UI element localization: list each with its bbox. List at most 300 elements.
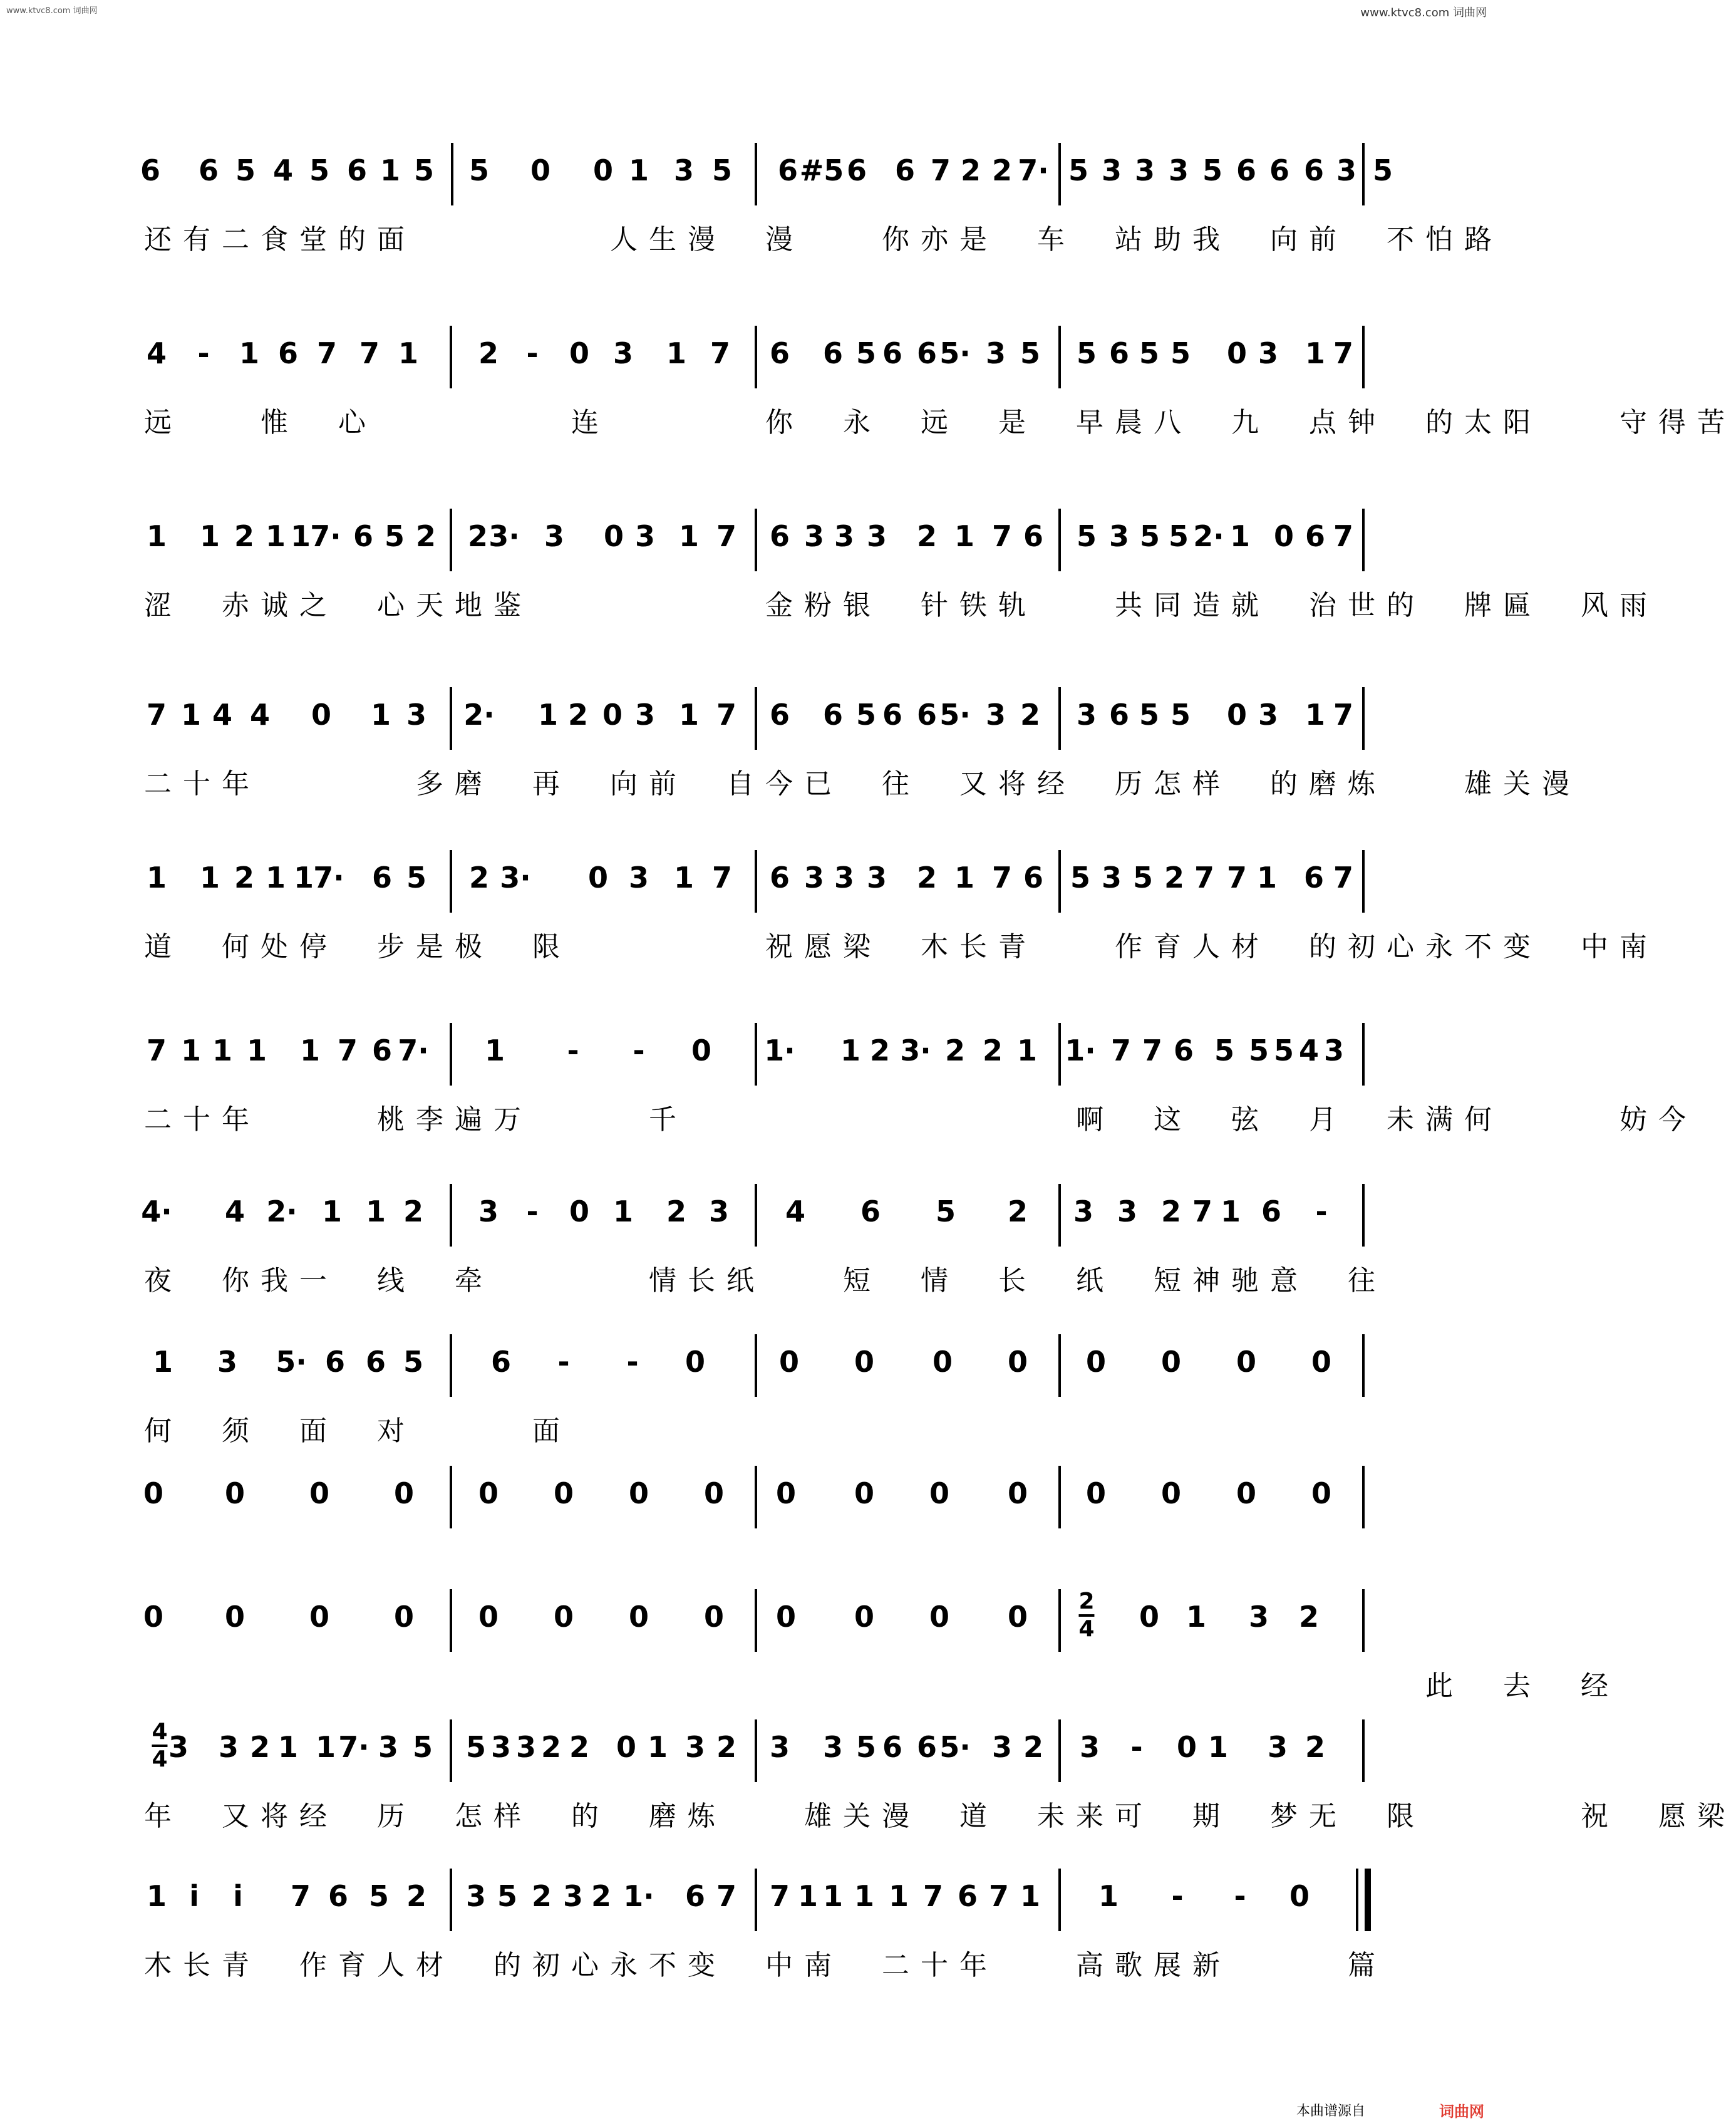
time-signature-top: 2 — [1078, 1589, 1095, 1614]
note: i — [189, 1879, 199, 1913]
note: 1 — [180, 698, 202, 732]
note: 0 — [628, 1476, 649, 1510]
barline — [755, 1719, 757, 1782]
note: 6 — [769, 698, 790, 732]
note: 0 — [1160, 1345, 1182, 1379]
note: 3 — [515, 1730, 537, 1764]
note: 2 — [1007, 1195, 1028, 1228]
note: 1 — [854, 1879, 875, 1913]
barline — [755, 1184, 757, 1247]
note: 3 — [803, 519, 825, 553]
barline — [1362, 850, 1365, 913]
note: 0 — [478, 1476, 499, 1510]
note: 3 — [1101, 153, 1122, 187]
notes-row — [0, 1184, 1503, 1247]
note: 6 — [198, 153, 219, 187]
note: 0 — [1007, 1476, 1028, 1510]
note: 3 — [866, 519, 887, 553]
note: 2 — [991, 153, 1013, 187]
note: - — [633, 1034, 645, 1067]
note: - — [1130, 1730, 1143, 1764]
note: 0 — [587, 861, 609, 894]
barline — [1362, 326, 1365, 388]
note: 1 — [888, 1879, 909, 1913]
note: 2 — [415, 519, 437, 553]
barline — [1058, 1023, 1061, 1086]
note: - — [526, 1195, 539, 1228]
note: 6 — [353, 519, 374, 553]
barline — [1058, 326, 1061, 388]
note: 0 — [628, 1600, 649, 1634]
note: 3 — [834, 861, 855, 894]
note: 7 — [337, 1034, 358, 1067]
note: 1 — [290, 519, 311, 553]
note: 0 — [309, 1600, 330, 1634]
note: 0 — [309, 1476, 330, 1510]
note: 1 — [1305, 698, 1326, 732]
note: 5· — [939, 336, 971, 370]
note: 5 — [855, 1730, 877, 1764]
note: 5 — [855, 336, 877, 370]
note: 5 — [1214, 1034, 1235, 1067]
note: 5 — [935, 1195, 956, 1228]
note: 1 — [678, 519, 700, 553]
note: 2 — [960, 153, 981, 187]
note: 3 — [673, 153, 695, 187]
note: 1 — [265, 519, 286, 553]
note: 2 — [403, 1195, 424, 1228]
note: 3 — [478, 1195, 499, 1228]
note: 2 — [234, 519, 255, 553]
note: 0 — [602, 698, 623, 732]
lyrics-line: 二十年 桃李遍万 千 啊 这 弦 月 未满何 妨今 — [144, 1104, 1697, 1136]
note: 1 — [1098, 1879, 1119, 1913]
note: 0 — [1236, 1345, 1257, 1379]
note: 6 — [371, 861, 393, 894]
note: 3 — [1073, 1195, 1094, 1228]
note: 3 — [822, 1730, 844, 1764]
barline — [755, 850, 757, 913]
note: 1 — [1220, 1195, 1241, 1228]
note: 1 — [612, 1195, 634, 1228]
note: 1 — [647, 1730, 668, 1764]
note: 7 — [991, 519, 1013, 553]
note: 2 — [569, 1730, 590, 1764]
note: 3 — [634, 698, 656, 732]
barline — [451, 143, 453, 205]
notes-row — [0, 687, 1503, 750]
note: 2 — [869, 1034, 891, 1067]
note: 7 — [1333, 336, 1354, 370]
note: 6 — [957, 1879, 978, 1913]
note: 0 — [1273, 519, 1294, 553]
barline — [1362, 143, 1365, 205]
note: 0 — [1007, 1600, 1028, 1634]
note: - — [1234, 1879, 1246, 1913]
notes-row — [0, 509, 1503, 571]
lyrics-line: 年 又将经 历 怎样 的 磨炼 雄关漫 道 未来可 期 梦无 限 祝 愿梁 — [144, 1800, 1736, 1832]
note: 7· — [338, 1730, 369, 1764]
note: 3· — [488, 519, 520, 553]
note: 1 — [678, 698, 700, 732]
note: 5 — [406, 861, 427, 894]
note: 2 — [468, 861, 490, 894]
barline — [1362, 1466, 1365, 1528]
note: 4 — [1298, 1034, 1320, 1067]
note: 0 — [1139, 1600, 1160, 1634]
note: 0 — [553, 1600, 574, 1634]
barline — [1362, 1719, 1365, 1782]
note: 5 — [384, 519, 405, 553]
note: 2 — [406, 1879, 427, 1913]
note: 7 — [710, 336, 731, 370]
note: 3 — [465, 1879, 487, 1913]
note: 6 — [346, 153, 368, 187]
note: 0 — [1085, 1476, 1107, 1510]
note: 4 — [224, 1195, 245, 1228]
header-watermark-right: www.ktvc8.com 词曲网 — [1360, 6, 1487, 19]
note: 7· — [310, 519, 341, 553]
note: 6 — [1303, 861, 1325, 894]
notes-row — [0, 1334, 1503, 1397]
time-signature-top: 4 — [152, 1719, 168, 1745]
note: 1 — [152, 1345, 173, 1379]
note: 5 — [413, 153, 435, 187]
note: 3 — [803, 861, 825, 894]
note: 0 — [685, 1345, 706, 1379]
note: - — [557, 1345, 570, 1379]
note: 6 — [1303, 153, 1325, 187]
note: 1 — [239, 336, 260, 370]
notes-row — [0, 143, 1503, 205]
note: 5 — [309, 153, 330, 187]
barline — [1058, 143, 1061, 205]
note: 6 — [777, 153, 798, 187]
note: 6 — [916, 1730, 938, 1764]
note: 0 — [929, 1600, 950, 1634]
barline — [450, 687, 452, 750]
note: 3 — [985, 336, 1006, 370]
note: 0 — [224, 1476, 245, 1510]
note: 0 — [1007, 1345, 1028, 1379]
note: 1 — [398, 336, 419, 370]
note: 0 — [603, 519, 624, 553]
barline — [450, 1023, 452, 1086]
note: #5 — [799, 153, 844, 187]
note: 0 — [592, 153, 614, 187]
barline — [1058, 1869, 1061, 1931]
header-watermark-left: www.ktvc8.com 词曲网 — [6, 6, 98, 16]
note: 2 — [1023, 1730, 1044, 1764]
note: 5 — [1202, 153, 1223, 187]
note: 3 — [544, 519, 565, 553]
note: 2 — [249, 1730, 271, 1764]
note: 1 — [146, 1879, 167, 1913]
note: 2· — [1193, 519, 1224, 553]
note: 6 — [1023, 861, 1044, 894]
note: 2 — [1020, 698, 1041, 732]
note: 6 — [277, 336, 299, 370]
note: 3 — [1134, 153, 1155, 187]
note: 5 — [1170, 336, 1191, 370]
note: 5 — [1020, 336, 1041, 370]
note: 2 — [234, 861, 255, 894]
note: 3 — [1336, 153, 1357, 187]
barline — [755, 1334, 757, 1397]
note: 1 — [180, 1034, 202, 1067]
note: 0 — [1289, 1879, 1310, 1913]
note: 0 — [778, 1345, 800, 1379]
note: 7 — [1194, 861, 1215, 894]
note: 3 — [1076, 698, 1097, 732]
lyrics-line: 还有二食堂的面 人生漫 漫 你亦是 车 站助我 向前 不怕路 — [144, 224, 1503, 256]
time-signature-bottom: 4 — [1078, 1616, 1095, 1642]
note: 7 — [1333, 861, 1354, 894]
barline — [1362, 1334, 1365, 1397]
lyrics-line: 二十年 多磨 再 向前 自今已 往 又将经 历怎样 的磨炼 雄关漫 — [144, 768, 1581, 800]
barline — [1362, 687, 1365, 750]
note: 0 — [616, 1730, 637, 1764]
note: 5 — [1139, 336, 1160, 370]
note: 0 — [569, 1195, 590, 1228]
note: 0 — [1311, 1345, 1332, 1379]
barline — [755, 326, 757, 388]
barline — [1058, 509, 1061, 571]
barline — [450, 1334, 452, 1397]
note: 6 — [882, 1730, 903, 1764]
note: 1 — [1020, 1879, 1041, 1913]
note: 3 — [708, 1195, 730, 1228]
note: 6 — [1173, 1034, 1194, 1067]
note: 1· — [1065, 1034, 1096, 1067]
barline — [755, 1023, 757, 1086]
note: 1 — [380, 153, 401, 187]
note: 3· — [900, 1034, 931, 1067]
note: 0 — [1160, 1476, 1182, 1510]
note: 5 — [1076, 336, 1097, 370]
note: 6 — [1108, 336, 1130, 370]
note: 1 — [537, 698, 559, 732]
note: 0 — [224, 1600, 245, 1634]
note: 5 — [368, 1879, 390, 1913]
barline — [450, 509, 452, 571]
note: 3 — [1267, 1730, 1288, 1764]
note: 4 — [146, 336, 167, 370]
barline — [755, 1589, 757, 1652]
barline — [1058, 1589, 1061, 1652]
note: 2 — [716, 1730, 737, 1764]
note: 1 — [628, 153, 649, 187]
note: 4 — [212, 698, 233, 732]
note: 1 — [1229, 519, 1251, 553]
note: 2 — [591, 1879, 612, 1913]
lyrics-line: 夜 你我一 线 牵 情长纸 短 情 长 纸 短神驰意 往 — [144, 1265, 1387, 1297]
note: 1 — [1256, 861, 1278, 894]
barline — [1362, 509, 1365, 571]
barline — [450, 1184, 452, 1247]
time-signature — [152, 1721, 167, 1771]
note: 2 — [1160, 1195, 1182, 1228]
note: 6 — [822, 698, 844, 732]
note: 7 — [359, 336, 380, 370]
note: 1 — [370, 698, 391, 732]
note: 6 — [490, 1345, 512, 1379]
note: 0 — [143, 1476, 164, 1510]
note: 3 — [834, 519, 855, 553]
note: 5 — [465, 1730, 487, 1764]
note: 7 — [146, 1034, 167, 1067]
note: 1 — [212, 1034, 233, 1067]
note: 1· — [623, 1879, 654, 1913]
note: 6 — [1023, 519, 1044, 553]
note: 6 — [140, 153, 161, 187]
note: 0 — [854, 1600, 875, 1634]
note: 3 — [612, 336, 634, 370]
note: 2 — [1305, 1730, 1326, 1764]
note: 6 — [769, 336, 790, 370]
note: 3 — [1079, 1730, 1100, 1764]
note: 5 — [1070, 861, 1091, 894]
note: 4 — [272, 153, 294, 187]
note: 0 — [1236, 1476, 1257, 1510]
note: 6 — [1305, 519, 1326, 553]
note: 3 — [1168, 153, 1189, 187]
note: 5 — [1132, 861, 1154, 894]
note: 2 — [467, 519, 488, 553]
barline — [450, 1869, 452, 1931]
note: 0 — [530, 153, 551, 187]
note: 1 — [365, 1195, 386, 1228]
note: 0 — [703, 1476, 725, 1510]
note: 6 — [894, 153, 916, 187]
note: 2 — [944, 1034, 966, 1067]
note: 3 — [490, 1730, 512, 1764]
note: 3 — [168, 1730, 189, 1764]
note: 6 — [1108, 698, 1130, 732]
barline — [1362, 1589, 1365, 1652]
note: 4 — [249, 698, 271, 732]
note: 1 — [1305, 336, 1326, 370]
note: 7 — [1226, 861, 1248, 894]
note: 3 — [1323, 1034, 1345, 1067]
note: 7 — [711, 861, 733, 894]
barline — [1058, 1719, 1061, 1782]
note: 7· — [1018, 153, 1049, 187]
note: 6 — [769, 519, 790, 553]
note: 6 — [1261, 1195, 1282, 1228]
note: 6 — [365, 1345, 386, 1379]
barline — [450, 1589, 452, 1652]
barline — [450, 1466, 452, 1528]
barline — [755, 1869, 757, 1931]
note: 6 — [328, 1879, 349, 1913]
note: 3 — [218, 1730, 239, 1764]
notes-row — [0, 1719, 1503, 1782]
note: 1· — [764, 1034, 795, 1067]
note: - — [626, 1345, 639, 1379]
note: 7 — [1192, 1195, 1213, 1228]
lyrics-line: 远 惟 心 连 你 永 远 是 早晨八 九 点钟 的太阳 守得苦 — [144, 407, 1736, 438]
lyrics-line: 涩 赤诚之 心天地鉴 金粉银 针铁轨 共同造就 治世的 牌匾 风雨 — [144, 589, 1658, 621]
note: 3 — [1101, 861, 1122, 894]
lyrics-line: 此 去 经 — [144, 1670, 1620, 1702]
notes-row — [0, 1869, 1503, 1931]
note: - — [197, 336, 210, 370]
note: 5· — [939, 698, 971, 732]
note: 3· — [500, 861, 531, 894]
note: 3 — [769, 1730, 790, 1764]
note: 0 — [1226, 698, 1248, 732]
note: 5 — [1076, 519, 1097, 553]
note: 0 — [1085, 1345, 1107, 1379]
note: 0 — [393, 1600, 415, 1634]
note: 6 — [882, 698, 903, 732]
note: 3 — [985, 698, 1006, 732]
note: 5 — [403, 1345, 424, 1379]
note: 5 — [1068, 153, 1089, 187]
note: 1 — [265, 861, 286, 894]
time-signature — [1078, 1590, 1094, 1641]
note: 2 — [540, 1730, 562, 1764]
barline — [1058, 850, 1061, 913]
note: 3 — [378, 1730, 399, 1764]
note: 7 — [316, 336, 338, 370]
note: 0 — [478, 1600, 499, 1634]
note: 4· — [141, 1195, 172, 1228]
footer-site-logo: 词曲网 — [1439, 2103, 1484, 2120]
note: 1 — [673, 861, 695, 894]
note: 1 — [1207, 1730, 1229, 1764]
barline — [1362, 1023, 1365, 1086]
note: 5 — [855, 698, 877, 732]
note: 7 — [769, 1879, 790, 1913]
note: 2 — [567, 698, 589, 732]
barline — [1058, 1334, 1061, 1397]
note: 2 — [916, 861, 938, 894]
note: 0 — [775, 1600, 797, 1634]
note: 3 — [1248, 1600, 1269, 1634]
final-barline-thick — [1365, 1869, 1371, 1931]
note: 0 — [1176, 1730, 1197, 1764]
note: 1 — [666, 336, 687, 370]
note: 5 — [1170, 698, 1191, 732]
note: 2 — [1164, 861, 1185, 894]
note: 6 — [846, 153, 867, 187]
note: 5 — [1273, 1034, 1294, 1067]
note: 7 — [716, 698, 737, 732]
note: 5 — [235, 153, 256, 187]
note: 2 — [666, 1195, 687, 1228]
note: 4 — [785, 1195, 806, 1228]
note: 6 — [685, 1879, 706, 1913]
note: 5 — [1139, 519, 1160, 553]
barline — [450, 326, 452, 388]
note: 0 — [553, 1476, 574, 1510]
note: 1 — [199, 861, 220, 894]
note: 6 — [324, 1345, 346, 1379]
notes-row — [0, 1466, 1503, 1528]
note: 7· — [313, 861, 344, 894]
note: 1 — [954, 861, 975, 894]
note: 0 — [143, 1600, 164, 1634]
note: 0 — [311, 698, 332, 732]
note: 3 — [634, 519, 656, 553]
note: 6 — [860, 1195, 881, 1228]
note: 1 — [321, 1195, 343, 1228]
barline — [1058, 1466, 1061, 1528]
barline — [450, 1719, 452, 1782]
note: 1 — [954, 519, 975, 553]
